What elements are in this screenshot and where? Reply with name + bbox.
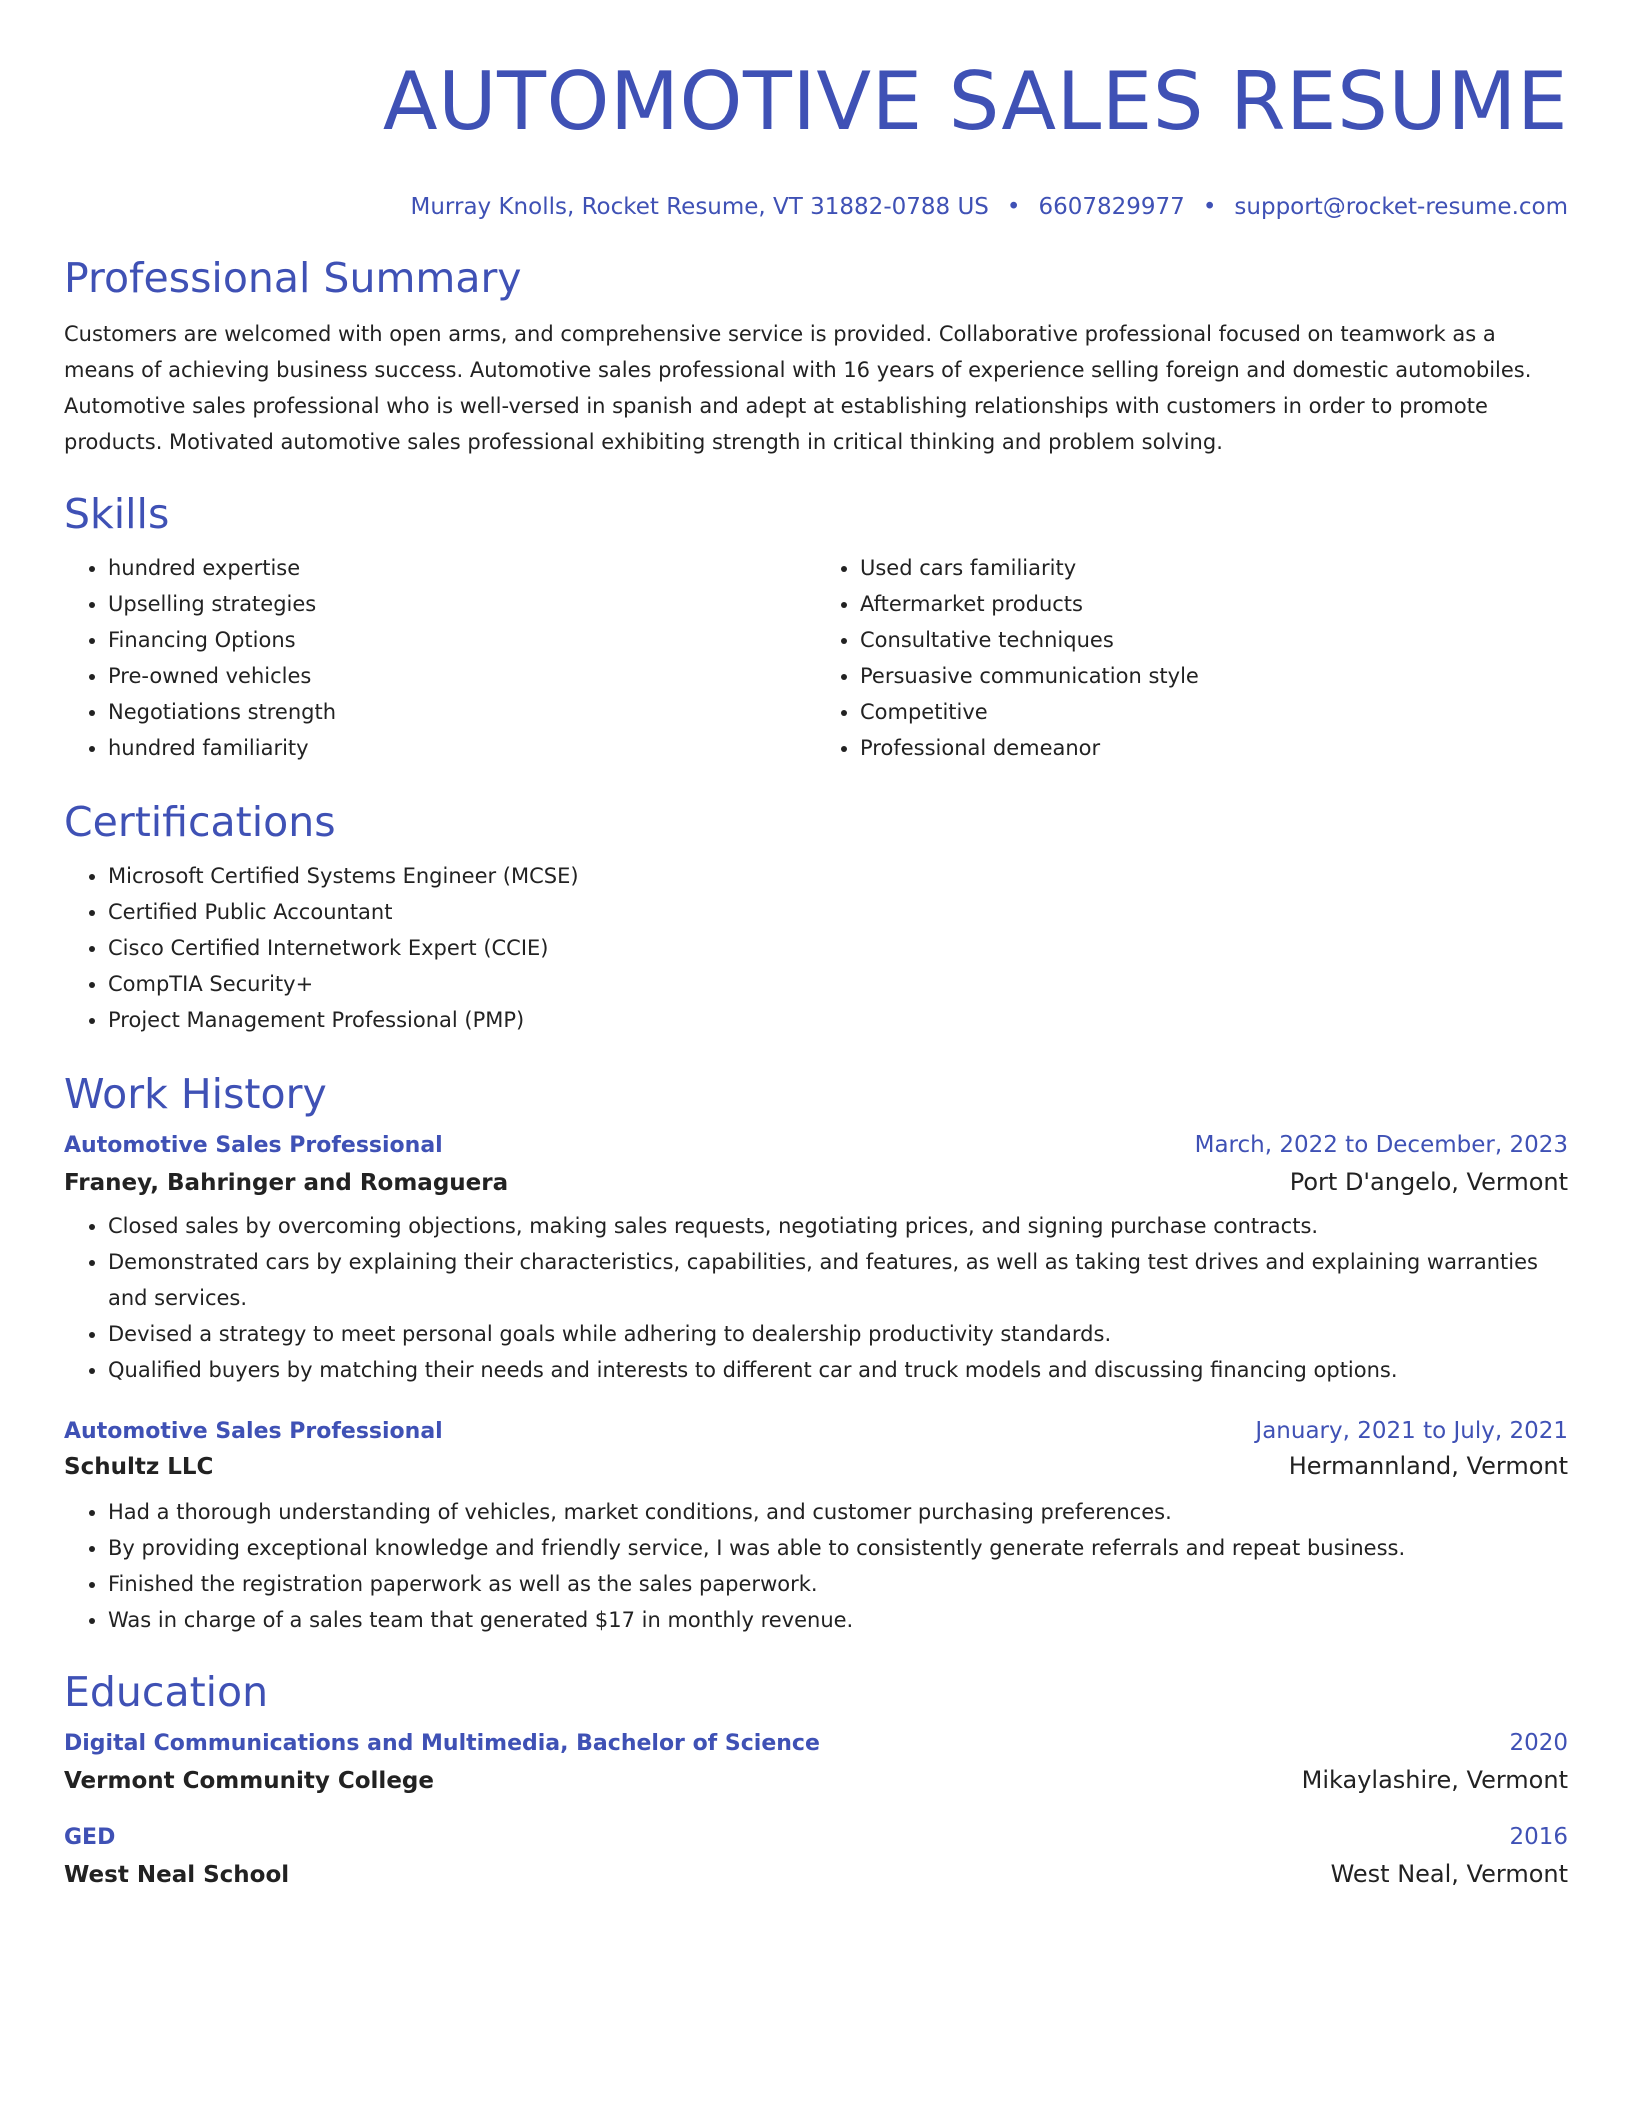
education-year: 2020: [1509, 1730, 1568, 1756]
job-location: Hermannland, Vermont: [1288, 1452, 1568, 1480]
job-company-row: [64, 1168, 1568, 1196]
job-title: Automotive Sales Professional: [64, 1133, 443, 1158]
education-school-row: [64, 1766, 1568, 1794]
job-bullets: [64, 1494, 1568, 1638]
summary-text: Customers are welcomed with open arms, and comprehensive service is provided. Collaborative professional focused on teamwork as a means of achieving business success. Automotive sales professional with 16 years of experience selling foreign and domestic automobiles. Automotive sales professional who is well-versed in spanish and adept at establishing relationships with customers in order to promote products. Motivated automotive sales professional exhibiting strength in critical thinking and problem solving.: [64, 322, 1532, 454]
education-heading: Education: [64, 1668, 269, 1716]
skill-item: • Aftermarket products: [860, 586, 1568, 622]
skill-item: • Professional demeanor: [860, 730, 1568, 766]
contact-phone[interactable]: 6607829977: [1038, 194, 1185, 220]
contact-line: [64, 194, 1568, 220]
skill-item: • hundred familiarity: [108, 730, 816, 766]
job-dates: January, 2021 to July, 2021: [1255, 1418, 1568, 1444]
contact-separator: •: [1202, 194, 1217, 220]
skill-item: • Negotiations strength: [108, 694, 816, 730]
skills-list-left: [64, 550, 816, 766]
skill-item: • Competitive: [860, 694, 1568, 730]
skills-section: [64, 490, 1568, 766]
certification-item: • Certified Public Accountant: [108, 894, 1568, 930]
certifications-heading: Certifications: [64, 798, 336, 846]
education-section: [64, 1668, 1568, 1888]
job-bullet: • Qualified buyers by matching their needs and interests to different car and truck models and discussing financing options.: [108, 1352, 1568, 1388]
education-location: Mikaylashire, Vermont: [1301, 1766, 1568, 1794]
job-title: Automotive Sales Professional: [64, 1419, 443, 1444]
education-school-row: [64, 1860, 1568, 1888]
job-location: Port D'angelo, Vermont: [1289, 1168, 1568, 1196]
job-bullet: • By providing exceptional knowledge and friendly service, I was able to consistently generate referrals and repeat business.: [108, 1530, 1568, 1566]
work-history-heading: Work History: [64, 1070, 327, 1118]
job-bullet: • Closed sales by overcoming objections, making sales requests, negotiating prices, and signing purchase contracts.: [108, 1208, 1568, 1244]
job-dates: March, 2022 to December, 2023: [1194, 1132, 1568, 1158]
skills-columns: [64, 550, 1568, 766]
job-entry: [64, 1132, 1568, 1388]
skills-list-right: [816, 550, 1568, 766]
skill-item: • hundred expertise: [108, 550, 816, 586]
contact-address: Murray Knolls, Rocket Resume, VT 31882-0788 US: [410, 194, 989, 220]
skills-heading: Skills: [64, 490, 170, 538]
job-company: Franey, Bahringer and Romaguera: [64, 1170, 509, 1196]
skill-item: • Upselling strategies: [108, 586, 816, 622]
job-bullet: • Finished the registration paperwork as well as the sales paperwork.: [108, 1566, 1568, 1602]
certification-item: • Microsoft Certified Systems Engineer (MCSE): [108, 858, 1568, 894]
skill-item: • Used cars familiarity: [860, 550, 1568, 586]
skill-item: • Financing Options: [108, 622, 816, 658]
job-company-row: [64, 1452, 1568, 1480]
job-bullets: [64, 1208, 1568, 1388]
contact-separator: •: [1006, 194, 1021, 220]
job-header-row: [64, 1418, 1568, 1444]
work-history-section: [64, 1070, 1568, 1638]
certification-item: • Project Management Professional (PMP): [108, 1002, 1568, 1038]
job-bullet: • Demonstrated cars by explaining their characteristics, capabilities, and features, as well as taking test drives and explaining warranties and services.: [108, 1244, 1568, 1316]
resume-title: AUTOMOTIVE SALES RESUME: [382, 55, 1568, 148]
skill-item: • Pre-owned vehicles: [108, 658, 816, 694]
education-header-row: [64, 1824, 1568, 1850]
certification-item: • Cisco Certified Internetwork Expert (CCIE): [108, 930, 1568, 966]
job-bullet: • Was in charge of a sales team that generated $17 in monthly revenue.: [108, 1602, 1568, 1638]
education-header-row: [64, 1730, 1568, 1756]
education-entry: [64, 1730, 1568, 1794]
summary-heading: Professional Summary: [64, 254, 522, 302]
certifications-list: [64, 858, 1568, 1038]
education-entry: [64, 1824, 1568, 1888]
education-location: West Neal, Vermont: [1330, 1860, 1568, 1888]
education-school: West Neal School: [64, 1862, 290, 1888]
resume-header: [64, 0, 1568, 220]
skill-item: • Persuasive communication style: [860, 658, 1568, 694]
job-bullet: • Had a thorough understanding of vehicles, market conditions, and customer purchasing preferences.: [108, 1494, 1568, 1530]
job-bullet: • Devised a strategy to meet personal goals while adhering to dealership productivity standards.: [108, 1316, 1568, 1352]
education-school: Vermont Community College: [64, 1768, 434, 1794]
job-company: Schultz LLC: [64, 1454, 214, 1480]
contact-email[interactable]: support@rocket-resume.com: [1234, 194, 1568, 220]
education-degree: Digital Communications and Multimedia, Bachelor of Science: [64, 1731, 820, 1756]
education-degree: GED: [64, 1825, 116, 1850]
education-year: 2016: [1509, 1824, 1568, 1850]
skill-item: • Consultative techniques: [860, 622, 1568, 658]
certifications-section: [64, 798, 1568, 1038]
summary-section: [64, 254, 1568, 460]
certification-item: • CompTIA Security+: [108, 966, 1568, 1002]
job-entry: [64, 1418, 1568, 1638]
job-header-row: [64, 1132, 1568, 1158]
